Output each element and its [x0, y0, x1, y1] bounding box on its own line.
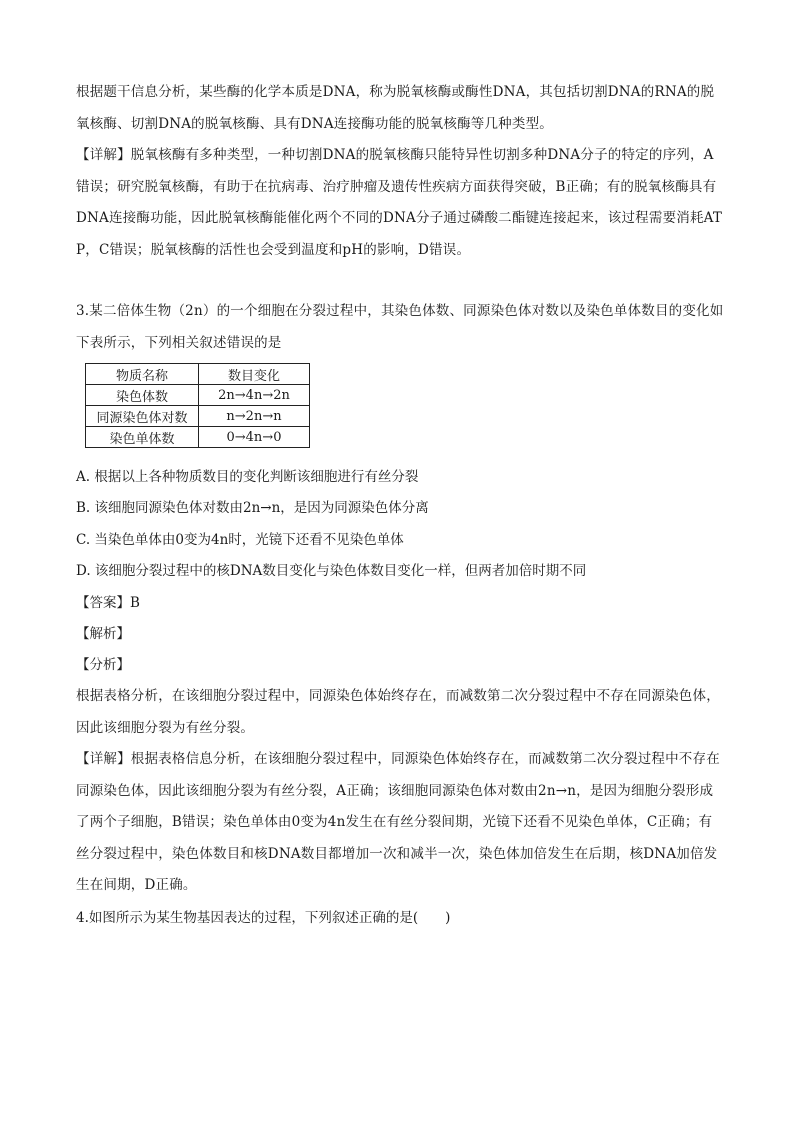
table-row [86, 385, 310, 406]
table-row [86, 406, 310, 427]
table-row [86, 427, 310, 448]
data-table [85, 363, 310, 448]
analysis-heading: 【分析】 [76, 657, 130, 673]
explanation-heading: 【解析】 [76, 626, 130, 642]
table-cell: 染色单体数 [86, 427, 199, 448]
detail-paragraph: 【详解】根据表格信息分析，在该细胞分裂过程中，同源染色体始终存在，而减数第二次分裂过程中不存在同源染色体，因此该细胞分裂为有丝分裂，A正确；该细胞同源染色体对数由2n→n，是因为细胞分裂形成了两个子细胞，B错误；染色单体由0变为4n发生在有丝分裂间期，光镜下还看不见染色单体，C正确；有丝分裂过程中，染色体数目和核DNA数目都增加一次和减半一次，染色体加倍发生在后期，核DNA加倍发生在间期，D正确。 [76, 751, 720, 893]
question-4-stem: 4.如图所示为某生物基因表达的过程，下列叙述正确的是( ) [76, 910, 451, 926]
answer-label: 【答案】B [76, 595, 140, 611]
option-a: A. 根据以上各种物质数目的变化判断该细胞进行有丝分裂 [76, 469, 419, 485]
table-cell: 染色体数 [86, 385, 199, 406]
table-header-cell: 物质名称 [86, 364, 199, 385]
table-cell: 同源染色体对数 [86, 406, 199, 427]
table-cell: 0→4n→0 [199, 427, 310, 448]
table-header-row [86, 364, 310, 385]
previous-analysis-paragraph: 根据题干信息分析，某些酶的化学本质是DNA，称为脱氧核酶或酶性DNA，其包括切割DNA的RNA的脱氧核酶、切割DNA的脱氧核酶、具有DNA连接酶功能的脱氧核酶等几种类型。 [76, 84, 715, 132]
table-cell: n→2n→n [199, 406, 310, 427]
analysis-paragraph: 根据表格分析，在该细胞分裂过程中，同源染色体始终存在，而减数第二次分裂过程中不存在同源染色体，因此该细胞分裂为有丝分裂。 [76, 688, 720, 736]
previous-detail-paragraph: 【详解】脱氧核酶有多种类型，一种切割DNA的脱氧核酶只能特异性切割多种DNA分子的特定的序列，A错误；研究脱氧核酶，有助于在抗病毒、治疗肿瘤及遗传性疾病方面获得突破，B正确；有的脱氧核酶具有DNA连接酶功能，因此脱氧核酶能催化两个不同的DNA分子通过磷酸二酯键连接起来，该过程需要消耗ATP，C错误；脱氧核酶的活性也会受到温度和pH的影响，D错误。 [76, 147, 723, 258]
table-header-cell: 数目变化 [199, 364, 310, 385]
option-c: C. 当染色单体由0变为4n时，光镜下还看不见染色单体 [76, 532, 404, 548]
question-3-stem: 3.某二倍体生物（2n）的一个细胞在分裂过程中，其染色体数、同源染色体对数以及染色单体数目的变化如下表所示，下列相关叙述错误的是 [76, 303, 724, 351]
option-d: D. 该细胞分裂过程中的核DNA数目变化与染色体数目变化一样，但两者加倍时期不同 [76, 563, 587, 579]
table-cell: 2n→4n→2n [199, 385, 310, 406]
option-b: B. 该细胞同源染色体对数由2n→n，是因为同源染色体分离 [76, 500, 429, 516]
